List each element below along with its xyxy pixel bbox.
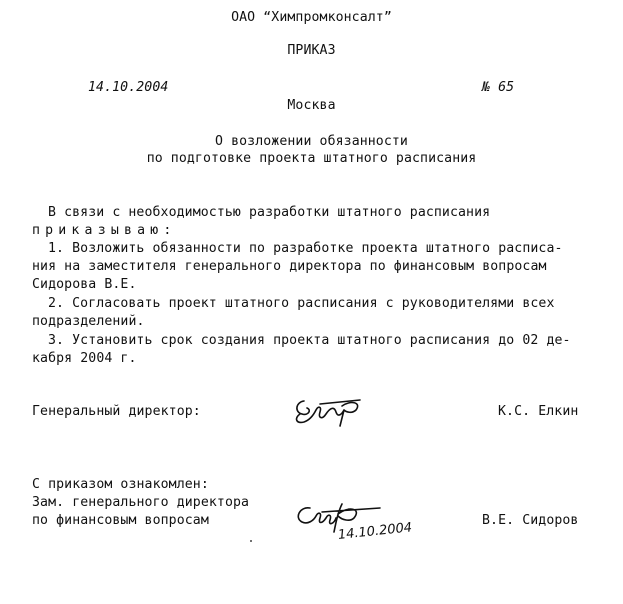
body-intro: В связи с необходимостью разработки штатного расписания	[48, 205, 491, 220]
company-name: ОАО “Химпромконсалт”	[231, 10, 392, 25]
item-1-line-1: 1. Возложить обязанности по разработке проекта штатного расписа-	[48, 241, 563, 256]
document-type: ПРИКАЗ	[287, 43, 336, 58]
item-2-line-1: 2. Согласовать проект штатного расписания с руководителями всех	[48, 296, 555, 311]
director-signature-image	[290, 392, 372, 428]
director-name: К.С. Елкин	[498, 404, 579, 419]
ack-line-1: С приказом ознакомлен:	[32, 477, 209, 492]
handwritten-date: 14.10.2004	[337, 520, 413, 543]
item-3-line-1: 3. Установить срок создания проекта штатного расписания до 02 де-	[48, 333, 571, 348]
ack-line-2: Зам. генерального директора	[32, 495, 250, 510]
city: Москва	[287, 98, 336, 113]
order-date: 14.10.2004	[88, 80, 169, 95]
subject-line-1: О возложении обязанности	[215, 134, 408, 149]
speck	[250, 540, 252, 542]
item-2-line-2: подразделений.	[32, 314, 145, 329]
ack-line-3: по финансовым вопросам	[32, 513, 209, 528]
director-title: Генеральный директор:	[32, 404, 201, 419]
subject-line-2: по подготовке проекта штатного расписания	[146, 151, 477, 166]
deputy-name: В.Е. Сидоров	[482, 513, 579, 528]
item-3-line-2: кабря 2004 г.	[32, 351, 137, 366]
item-1-line-3: Сидорова В.Е.	[32, 277, 137, 292]
item-1-line-2: ния на заместителя генерального директора по финансовым вопросам	[32, 259, 547, 274]
order-word: приказываю:	[32, 223, 177, 238]
order-number: № 65	[482, 80, 515, 95]
